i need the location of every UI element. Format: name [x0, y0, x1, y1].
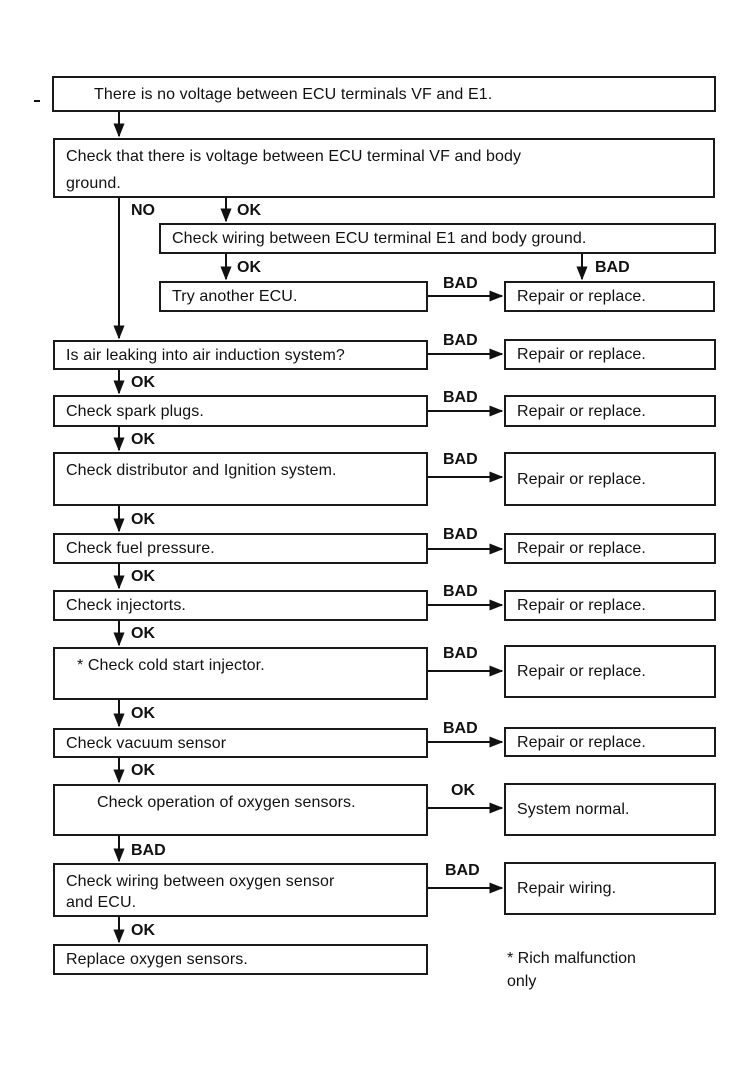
box-text: Replace oxygen sensors.: [66, 951, 248, 968]
label-ok: OK: [237, 202, 261, 219]
box-text: Check vacuum sensor: [66, 734, 227, 752]
box-text: Repair or replace.: [517, 597, 646, 614]
label-bad: BAD: [443, 526, 478, 543]
box-repair-replace-8: [504, 727, 716, 757]
box-text: Repair wiring.: [517, 880, 617, 897]
box-check-cold-start-injector: [53, 647, 428, 700]
box-check-e1-wiring: [159, 223, 716, 254]
box-text: Repair or replace.: [517, 663, 646, 680]
box-text: Check operation of oxygen sensors.: [97, 794, 356, 811]
label-bad: BAD: [443, 332, 478, 349]
footnote-rich-malfunction: [507, 947, 636, 993]
box-text: Check that there is voltage between ECU terminal VF and body ground.: [66, 148, 522, 192]
box-text: Check wiring between oxygen sensor and ECU.: [66, 873, 335, 911]
box-repair-replace-2: [504, 339, 716, 370]
box-text: * Check cold start injector.: [77, 657, 265, 674]
label-bad: BAD: [443, 583, 478, 600]
footnote-text: * Rich malfunction only: [507, 950, 636, 990]
box-repair-replace-7: [504, 645, 716, 698]
box-text: Repair or replace.: [517, 288, 646, 305]
box-repair-wiring: [504, 862, 716, 915]
box-text: Check distributor and Ignition system.: [66, 462, 337, 479]
box-check-o2-wiring: [53, 863, 428, 917]
box-check-vacuum-sensor: [53, 728, 428, 758]
label-ok: OK: [131, 762, 155, 779]
box-air-leak: [53, 340, 428, 370]
label-bad: BAD: [443, 720, 478, 737]
box-text: Try another ECU.: [172, 288, 298, 305]
label-bad: BAD: [131, 842, 166, 859]
box-text: Repair or replace.: [517, 402, 646, 420]
label-bad: BAD: [595, 259, 630, 276]
box-try-another-ecu: [159, 281, 428, 312]
label-ok: OK: [131, 374, 155, 391]
box-repair-replace-4: [504, 452, 716, 506]
box-check-vf-voltage: [53, 138, 715, 198]
box-text: Check wiring between ECU terminal E1 and body ground.: [172, 230, 587, 247]
box-text: Repair or replace.: [517, 470, 646, 488]
box-text: Check fuel pressure.: [66, 540, 215, 557]
label-bad: BAD: [443, 275, 478, 292]
label-bad: BAD: [443, 645, 478, 662]
label-ok: OK: [131, 511, 155, 528]
box-check-oxygen-sensors: [53, 784, 428, 836]
box-text: System normal.: [517, 801, 630, 818]
label-ok: OK: [131, 705, 155, 722]
box-check-fuel-pressure: [53, 533, 428, 564]
box-check-spark-plugs: [53, 395, 428, 427]
box-repair-replace-3: [504, 395, 716, 427]
box-text: Check injectorts.: [66, 597, 186, 614]
box-system-normal: [504, 783, 716, 836]
box-check-injectors: [53, 590, 428, 621]
label-bad: BAD: [445, 862, 480, 879]
label-ok: OK: [131, 431, 155, 448]
box-repair-replace-1: [504, 281, 715, 312]
box-text: Repair or replace.: [517, 346, 646, 363]
box-text: Repair or replace.: [517, 733, 646, 751]
label-ok: OK: [131, 922, 155, 939]
box-text: Check spark plugs.: [66, 402, 204, 420]
box-repair-replace-6: [504, 590, 716, 621]
label-ok: OK: [131, 625, 155, 642]
box-repair-replace-5: [504, 533, 716, 564]
label-no: NO: [131, 202, 155, 219]
box-replace-oxygen-sensors: [53, 944, 428, 975]
label-bad: BAD: [443, 389, 478, 406]
label-ok: OK: [451, 782, 475, 799]
label-bad: BAD: [443, 451, 478, 468]
box-text: Is air leaking into air induction system?: [66, 346, 345, 364]
box-no-voltage: [52, 76, 716, 112]
label-ok: OK: [131, 568, 155, 585]
box-text: Repair or replace.: [517, 540, 646, 557]
label-ok: OK: [237, 259, 261, 276]
box-text: There is no voltage between ECU terminals VF and E1.: [94, 85, 493, 103]
box-check-distributor: [53, 452, 428, 506]
